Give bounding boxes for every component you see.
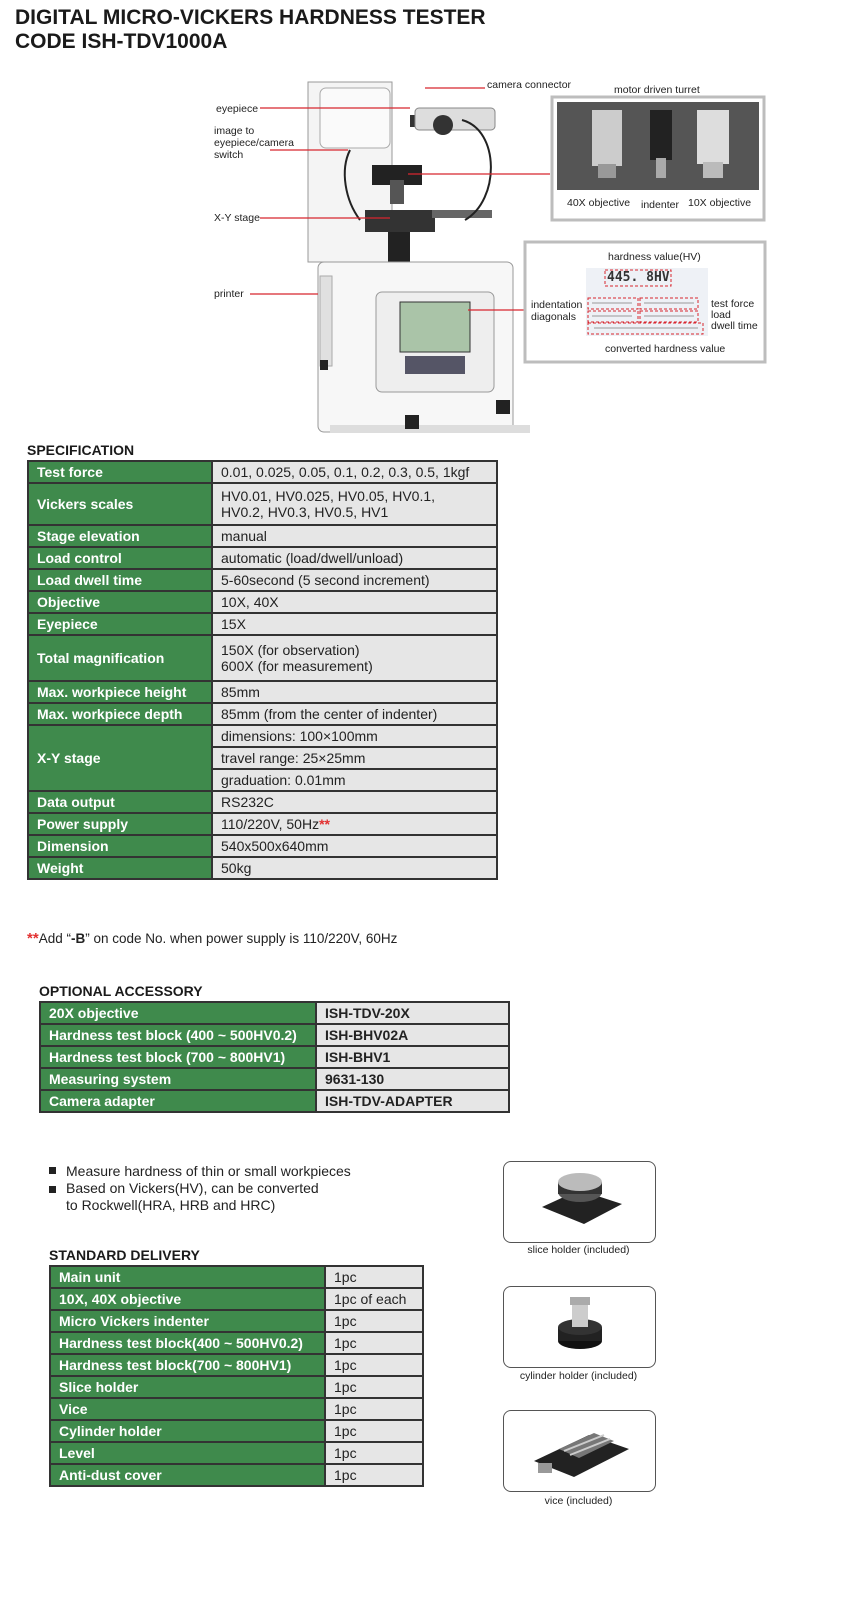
spec-value: 85mm (from the center of indenter) [212, 703, 497, 725]
accessory-row [40, 1002, 509, 1024]
spec-row [28, 791, 497, 813]
turret-photo [557, 102, 759, 190]
delivery-qty: 1pc [325, 1398, 423, 1420]
spec-value: 10X, 40X [212, 591, 497, 613]
delivery-item: Slice holder [50, 1376, 325, 1398]
spec-key: Dimension [28, 835, 212, 857]
footnote-marker: ** [319, 816, 330, 832]
optional-accessory-table [39, 1001, 510, 1113]
vice-image [503, 1410, 656, 1492]
accessory-code: ISH-TDV-ADAPTER [316, 1090, 509, 1112]
indenter-label: indenter [641, 199, 679, 211]
delivery-item: Micro Vickers indenter [50, 1310, 325, 1332]
spec-key: Load control [28, 547, 212, 569]
image-switch-label: image to eyepiece/camera switch [214, 125, 294, 161]
delivery-qty: 1pc [325, 1332, 423, 1354]
slice-holder-image [503, 1161, 656, 1243]
delivery-row [50, 1266, 423, 1288]
footnote-text-bold: -B [70, 931, 86, 946]
spec-row [28, 813, 497, 835]
spec-row [28, 725, 497, 747]
spec-row [28, 525, 497, 547]
spec-row [28, 483, 497, 525]
spec-row [28, 835, 497, 857]
spec-row [28, 613, 497, 635]
spec-value: travel range: 25×25mm [212, 747, 497, 769]
spec-row [28, 461, 497, 483]
spec-key: Max. workpiece height [28, 681, 212, 703]
spec-value: 0.01, 0.025, 0.05, 0.1, 0.2, 0.3, 0.5, 1kgf [212, 461, 497, 483]
feature-item: Measure hardness of thin or small workpieces [49, 1163, 351, 1180]
delivery-row [50, 1376, 423, 1398]
spec-key: Total magnification [28, 635, 212, 681]
accessory-row [40, 1046, 509, 1068]
spec-key: Data output [28, 791, 212, 813]
spec-value: dimensions: 100×100mm [212, 725, 497, 747]
tester-machine-image [308, 82, 530, 433]
spec-row [28, 569, 497, 591]
accessory-code: ISH-TDV-20X [316, 1002, 509, 1024]
feature-list [49, 1163, 351, 1214]
spec-value: automatic (load/dwell/unload) [212, 547, 497, 569]
delivery-item: Hardness test block(700 ~ 800HV1) [50, 1354, 325, 1376]
spec-value-cell [212, 813, 497, 835]
cylinder-holder-caption: cylinder holder (included) [519, 1370, 638, 1382]
bullet-icon [49, 1167, 56, 1174]
standard-delivery-heading: STANDARD DELIVERY [49, 1247, 200, 1263]
delivery-qty: 1pc [325, 1310, 423, 1332]
delivery-item: Level [50, 1442, 325, 1464]
spec-value: 85mm [212, 681, 497, 703]
accessory-name: Camera adapter [40, 1090, 316, 1112]
delivery-row [50, 1442, 423, 1464]
accessory-code: 9631-130 [316, 1068, 509, 1090]
footnote-text-post: ” on code No. when power supply is 110/220V, 60Hz [85, 931, 398, 946]
delivery-qty: 1pc [325, 1354, 423, 1376]
footnote-text-pre: Add “ [38, 931, 71, 946]
spec-value: 15X [212, 613, 497, 635]
printer-label: printer [214, 288, 244, 300]
specification-table [27, 460, 498, 880]
standard-delivery-table [49, 1265, 424, 1487]
spec-key: X-Y stage [28, 725, 212, 791]
spec-row [28, 547, 497, 569]
footnote-marker: ** [27, 930, 39, 947]
spec-value: 5-60second (5 second increment) [212, 569, 497, 591]
spec-row [28, 591, 497, 613]
objective-10x-label: 10X objective [688, 197, 752, 209]
spec-value: RS232C [212, 791, 497, 813]
delivery-qty: 1pc [325, 1266, 423, 1288]
accessory-row [40, 1090, 509, 1112]
spec-key: Weight [28, 857, 212, 879]
test-force-label: test force [711, 298, 755, 310]
slice-holder-caption: slice holder (included) [527, 1244, 630, 1256]
spec-row [28, 635, 497, 681]
camera-connector-label: camera connector [487, 79, 572, 91]
spec-value: 150X (for observation) 600X (for measurement) [212, 635, 497, 681]
lcd-hv-reading: 445. 8HV [607, 270, 670, 285]
delivery-row [50, 1464, 423, 1486]
delivery-row [50, 1420, 423, 1442]
delivery-item: 10X, 40X objective [50, 1288, 325, 1310]
spec-value: manual [212, 525, 497, 547]
spec-value: HV0.01, HV0.025, HV0.05, HV0.1, HV0.2, HV0.3, HV0.5, HV1 [212, 483, 497, 525]
optional-accessory-heading: OPTIONAL ACCESSORY [39, 983, 203, 999]
title-line-1: DIGITAL MICRO-VICKERS HARDNESS TESTER [15, 6, 486, 29]
spec-key: Power supply [28, 813, 212, 835]
delivery-row [50, 1332, 423, 1354]
specification-footnote [27, 930, 397, 947]
spec-value: 110/220V, 50Hz [221, 816, 320, 832]
accessory-code: ISH-BHV1 [316, 1046, 509, 1068]
accessory-name: Measuring system [40, 1068, 316, 1090]
bullet-icon [49, 1186, 56, 1193]
xy-stage-label: X-Y stage [214, 212, 260, 224]
spec-key: Load dwell time [28, 569, 212, 591]
objective-40x-label: 40X objective [567, 197, 631, 209]
delivery-item: Hardness test block(400 ~ 500HV0.2) [50, 1332, 325, 1354]
accessory-name: 20X objective [40, 1002, 316, 1024]
cylinder-holder-image [503, 1286, 656, 1368]
specification-heading: SPECIFICATION [27, 442, 135, 458]
delivery-qty: 1pc [325, 1442, 423, 1464]
spec-key: Objective [28, 591, 212, 613]
indentation-diagonals-label: indentation diagonals [531, 299, 583, 323]
delivery-qty: 1pc of each [325, 1288, 423, 1310]
delivery-row [50, 1288, 423, 1310]
delivery-item: Vice [50, 1398, 325, 1420]
delivery-item: Main unit [50, 1266, 325, 1288]
spec-key: Vickers scales [28, 483, 212, 525]
delivery-row [50, 1398, 423, 1420]
spec-value: 540x500x640mm [212, 835, 497, 857]
accessory-name: Hardness test block (700 ~ 800HV1) [40, 1046, 316, 1068]
spec-key: Eyepiece [28, 613, 212, 635]
delivery-row [50, 1310, 423, 1332]
vice-caption: vice (included) [544, 1495, 613, 1507]
accessory-name: Hardness test block (400 ~ 500HV0.2) [40, 1024, 316, 1046]
spec-row [28, 681, 497, 703]
accessory-row [40, 1024, 509, 1046]
spec-row [28, 703, 497, 725]
delivery-item: Anti-dust cover [50, 1464, 325, 1486]
spec-row [28, 857, 497, 879]
eyepiece-label: eyepiece [216, 103, 259, 115]
spec-value: 50kg [212, 857, 497, 879]
load-label: load [711, 309, 731, 321]
title-line-2: CODE ISH-TDV1000A [15, 30, 228, 53]
spec-key: Max. workpiece depth [28, 703, 212, 725]
accessory-row [40, 1068, 509, 1090]
delivery-row [50, 1354, 423, 1376]
converted-value-label: converted hardness value [605, 343, 726, 355]
motor-turret-label: motor driven turret [614, 84, 700, 96]
delivery-item: Cylinder holder [50, 1420, 325, 1442]
spec-value: graduation: 0.01mm [212, 769, 497, 791]
spec-key: Stage elevation [28, 525, 212, 547]
accessory-code: ISH-BHV02A [316, 1024, 509, 1046]
delivery-qty: 1pc [325, 1376, 423, 1398]
page-title [15, 6, 486, 54]
spec-key: Test force [28, 461, 212, 483]
hardness-value-label: hardness value(HV) [608, 251, 701, 263]
feature-item: Based on Vickers(HV), can be converted to Rockwell(HRA, HRB and HRC) [49, 1180, 351, 1214]
delivery-qty: 1pc [325, 1464, 423, 1486]
dwell-time-label: dwell time [711, 320, 758, 332]
delivery-qty: 1pc [325, 1420, 423, 1442]
